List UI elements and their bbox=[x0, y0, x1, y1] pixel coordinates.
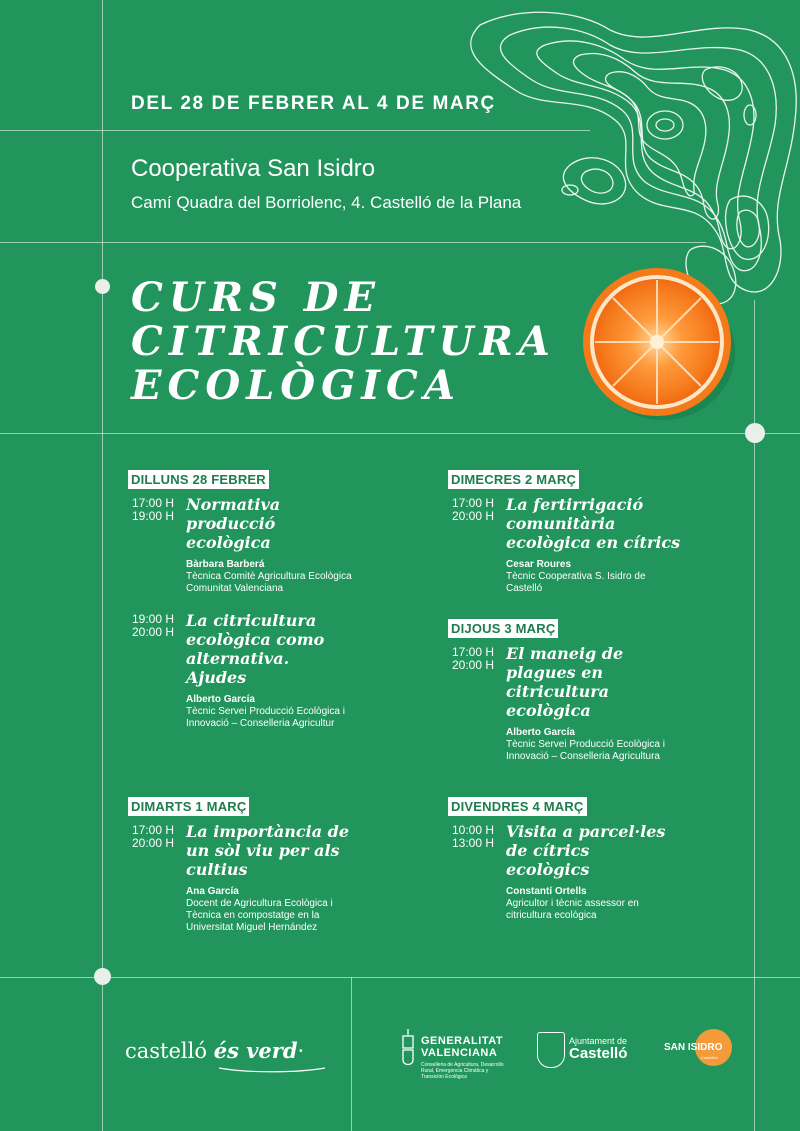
coat-of-arms-icon bbox=[537, 1032, 565, 1068]
talk-title: El maneig de plagues en citricultura ecològica bbox=[506, 644, 624, 720]
orange-slice-image bbox=[581, 266, 737, 422]
speaker-role: Agricultor i tècnic assessor en citricultura ecològica bbox=[506, 898, 639, 921]
talk bbox=[506, 822, 666, 922]
logo-underline bbox=[217, 1064, 327, 1074]
date-range: DEL 28 DE FEBRER AL 4 DE MARÇ bbox=[131, 93, 496, 114]
talk bbox=[186, 495, 352, 595]
grid-dot bbox=[745, 423, 765, 443]
end-time: 20:00 H bbox=[131, 836, 174, 850]
divider-line bbox=[351, 977, 352, 1131]
day-block-tuesday bbox=[128, 797, 378, 934]
start-time: 19:00 H bbox=[131, 612, 174, 626]
day-block-friday bbox=[448, 797, 708, 922]
talk-title: La citricultura ecològica como alternativa. Ajudes bbox=[186, 611, 325, 687]
grid-dot bbox=[94, 968, 111, 985]
session bbox=[128, 822, 378, 934]
session bbox=[448, 822, 708, 922]
course-title bbox=[131, 276, 556, 408]
speaker-name: Ana García bbox=[186, 886, 239, 897]
day-block-wednesday bbox=[448, 470, 708, 595]
speaker-name: Alberto García bbox=[186, 694, 255, 705]
speaker-role: Tècnic Servei Producció Ecològica i Innovació – Conselleria Agricultura bbox=[506, 739, 665, 762]
end-time: 20:00 H bbox=[131, 625, 174, 639]
speaker-role: Docent de Agricultura Ecològica i Tècnica en compostatge en la Universitat Miguel Hernández bbox=[186, 898, 333, 933]
gva-name bbox=[421, 1035, 503, 1059]
isidro-label: ISIDRO bbox=[687, 1042, 723, 1053]
generalitat-valenciana-logo bbox=[400, 1028, 520, 1088]
start-time: 17:00 H bbox=[131, 823, 174, 837]
san-label: SAN bbox=[664, 1042, 686, 1053]
start-time: 17:00 H bbox=[131, 496, 174, 510]
divider-line bbox=[0, 977, 800, 978]
session-time bbox=[448, 824, 494, 850]
talk bbox=[186, 611, 345, 730]
day-label: DIJOUS 3 MARÇ bbox=[448, 619, 558, 638]
castello-label: Castelló bbox=[569, 1045, 628, 1062]
talk bbox=[186, 822, 351, 934]
san-isidro-sub: Castellón bbox=[701, 1055, 718, 1060]
start-time: 17:00 H bbox=[451, 496, 494, 510]
ajuntament-label: Ajuntament de bbox=[569, 1036, 628, 1046]
session-time bbox=[128, 613, 174, 639]
castello-es-verd-logo bbox=[125, 1038, 304, 1063]
day-label: DIMECRES 2 MARÇ bbox=[448, 470, 579, 489]
day-label: DILLUNS 28 FEBRER bbox=[128, 470, 269, 489]
title-line: CURS DE bbox=[131, 274, 381, 321]
speaker-role: Tècnica Comitè Agricultura Ecològica Comunitat Valenciana bbox=[186, 571, 352, 594]
title-line: CITRICULTURA bbox=[131, 318, 556, 365]
speaker-name: Constantí Ortells bbox=[506, 886, 587, 897]
gva-emblem-icon bbox=[400, 1028, 416, 1074]
session bbox=[448, 644, 708, 763]
talk-title: La fertirrigació comunitària ecològica en cítrics bbox=[506, 495, 681, 552]
day-block-monday bbox=[128, 470, 378, 730]
speaker-name: Alberto García bbox=[506, 727, 575, 738]
end-time: 19:00 H bbox=[131, 509, 174, 523]
logo-text: castelló bbox=[125, 1039, 208, 1063]
session-time bbox=[128, 824, 174, 850]
day-block-thursday bbox=[448, 619, 708, 763]
gva-name-line: VALENCIANA bbox=[421, 1047, 498, 1059]
start-time: 17:00 H bbox=[451, 645, 494, 659]
grid-dot bbox=[95, 279, 110, 294]
session bbox=[128, 495, 378, 595]
session-time bbox=[448, 497, 494, 523]
venue-name: Cooperativa San Isidro bbox=[131, 155, 376, 182]
speaker-name: Bàrbara Barberá bbox=[186, 559, 265, 570]
day-label: DIVENDRES 4 MARÇ bbox=[448, 797, 587, 816]
end-time: 20:00 H bbox=[451, 658, 494, 672]
session bbox=[448, 495, 708, 595]
logo-mark: · bbox=[297, 1039, 305, 1063]
talk bbox=[506, 644, 665, 763]
session bbox=[128, 611, 378, 730]
speaker-name: Cesar Roures bbox=[506, 559, 572, 570]
san-isidro-text bbox=[664, 1042, 722, 1053]
talk-title: Normativa producció ecològica bbox=[186, 495, 281, 552]
start-time: 10:00 H bbox=[451, 823, 494, 837]
session-time bbox=[448, 646, 494, 672]
gva-name-line: GENERALITAT bbox=[421, 1035, 504, 1047]
venue-address: Camí Quadra del Borriolenc, 4. Castelló de la Plana bbox=[131, 193, 522, 212]
san-isidro-logo bbox=[663, 1029, 733, 1069]
speaker-role: Tècnic Servei Producció Ecològica i Innovació – Conselleria Agricultur bbox=[186, 706, 345, 729]
session-time bbox=[128, 497, 174, 523]
title-line: ECOLÒGICA bbox=[131, 362, 461, 409]
logo-text: és verd bbox=[213, 1038, 298, 1063]
divider-line bbox=[0, 433, 800, 434]
talk-title: La importància de un sòl viu per als cultius bbox=[186, 822, 349, 879]
talk-title: Visita a parcel·les de cítrics ecològics bbox=[506, 822, 666, 879]
day-label: DIMARTS 1 MARÇ bbox=[128, 797, 249, 816]
end-time: 13:00 H bbox=[451, 836, 494, 850]
divider-line bbox=[102, 0, 103, 1131]
talk bbox=[506, 495, 696, 595]
speaker-role: Tècnic Cooperativa S. Isidro de Castelló bbox=[506, 571, 646, 594]
gva-department: Conselleria de Agricultura, Desarrollo Rural, Emergencia Climática y Transición Ecológica bbox=[421, 1062, 504, 1080]
end-time: 20:00 H bbox=[451, 509, 494, 523]
